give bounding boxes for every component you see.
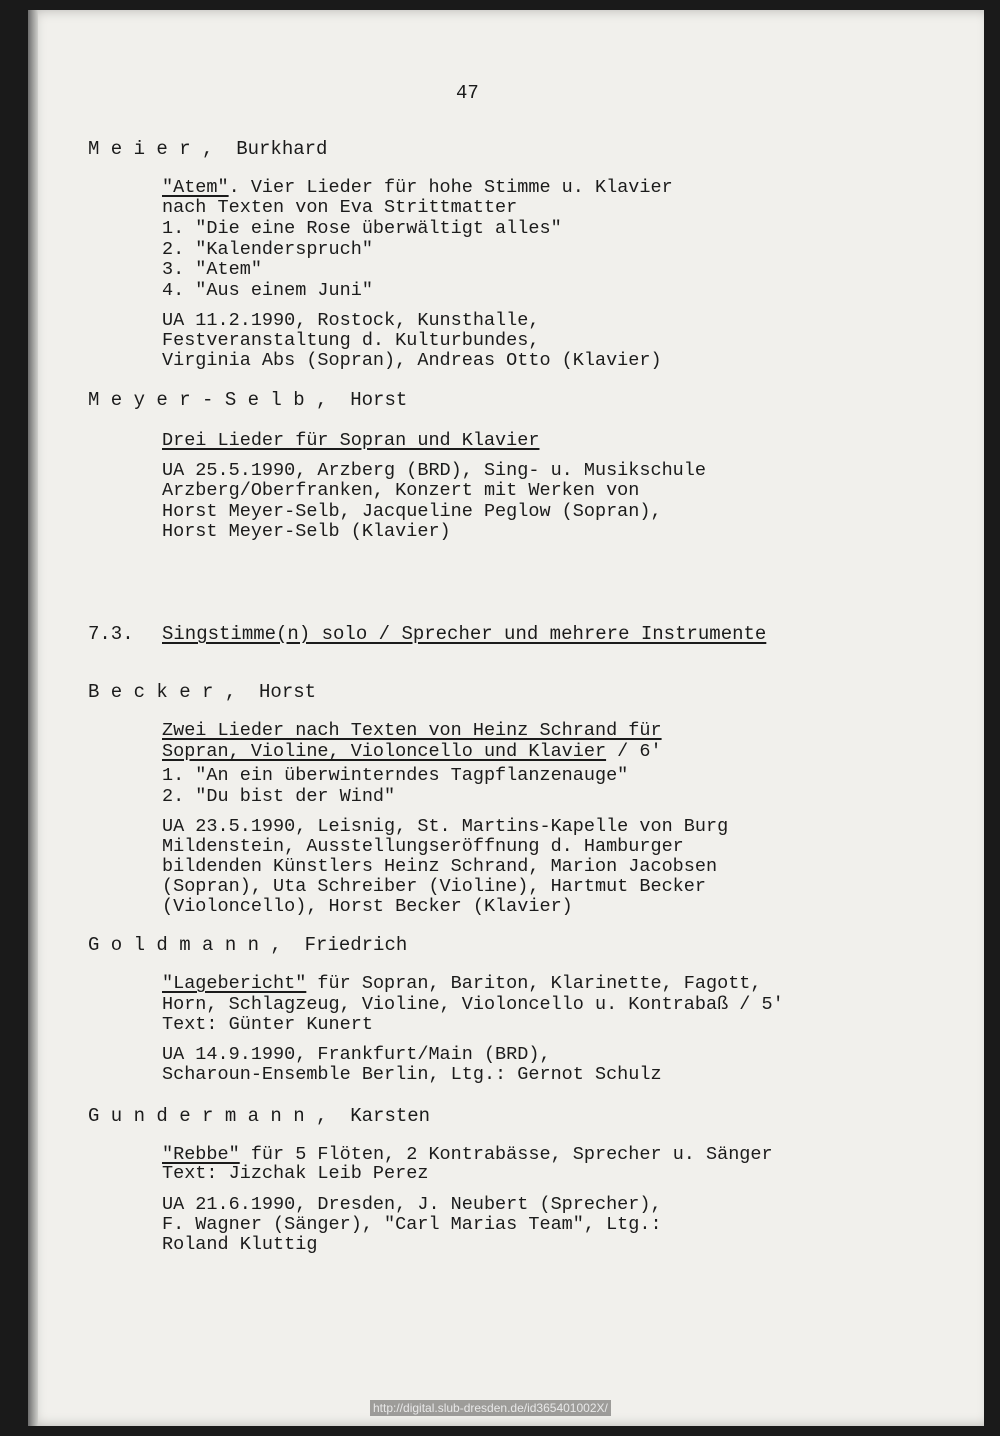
work-line (162, 1215, 662, 1235)
line-text: nach Texten von Eva Strittmatter (162, 197, 518, 218)
work-line (162, 1015, 373, 1035)
line-text: UA 23.5.1990, Leisnig, St. Martins-Kapelle von Burg (162, 816, 729, 837)
work-line (162, 787, 395, 807)
composer-name: G o l d m a n n , Friedrich (88, 934, 408, 956)
line-text: für Sopran, Bariton, Klarinette, Fagott, (306, 973, 762, 994)
page-number: 47 (456, 82, 479, 104)
work-line (162, 817, 728, 837)
work-line (162, 1045, 551, 1065)
work-line (162, 995, 784, 1015)
line-text: für 5 Flöten, 2 Kontrabässe, Sprecher u. Sänger (239, 1144, 773, 1165)
line-text: 2. "Du bist der Wind" (162, 786, 396, 807)
line-text: bildenden Künstlers Heinz Schrand, Marion Jacobsen (162, 856, 718, 877)
line-text: / 6' (606, 741, 662, 762)
line-text: Horst Meyer-Selb, Jacqueline Peglow (Sopran), (162, 501, 662, 522)
work-line (162, 502, 662, 522)
work-title: Zwei Lieder nach Texten von Heinz Schrand für (162, 720, 662, 741)
line-text: Horn, Schlagzeug, Violine, Violoncello u. Kontrabaß / 5' (162, 994, 784, 1015)
work-title: Drei Lieder für Sopran und Klavier (162, 430, 540, 451)
work-line (162, 311, 539, 331)
line-text: Virginia Abs (Sopran), Andreas Otto (Klavier) (162, 350, 662, 371)
line-text: . Vier Lieder für hohe Stimme u. Klavier (228, 177, 673, 198)
work-line (162, 1195, 662, 1215)
work-line (162, 877, 706, 897)
line-text: 4. "Aus einem Juni" (162, 280, 373, 301)
work-line (162, 1164, 428, 1184)
work-line (162, 837, 684, 857)
composer-name: B e c k e r , Horst (88, 681, 317, 703)
work-line (162, 1065, 662, 1085)
page-binding-edge (28, 10, 38, 1426)
work-line (162, 281, 373, 301)
line-text: UA 25.5.1990, Arzberg (BRD), Sing- u. Musikschule (162, 460, 706, 481)
work-title: "Atem" (162, 177, 229, 198)
line-text: UA 21.6.1990, Dresden, J. Neubert (Sprecher), (162, 1194, 662, 1215)
work-line (162, 481, 639, 501)
work-title: "Rebbe" (162, 1144, 240, 1165)
composer-name: M e i e r , Burkhard (88, 138, 328, 160)
work-line (162, 198, 517, 218)
composer-name: M e y e r - S e l b , Horst (88, 389, 408, 411)
line-text: 1. "An ein überwinterndes Tagpflanzenauge" (162, 765, 629, 786)
line-text: Text: Jizchak Leib Perez (162, 1163, 429, 1184)
work-title: "Lagebericht" (162, 973, 307, 994)
work-line (162, 897, 573, 917)
line-text: Roland Kluttig (162, 1234, 318, 1255)
work-line (162, 178, 673, 198)
line-text: 1. "Die eine Rose überwältigt alles" (162, 218, 562, 239)
line-text: Text: Günter Kunert (162, 1014, 373, 1035)
source-url[interactable]: http://digital.slub-dresden.de/id365401002X/ (370, 1400, 611, 1416)
work-line (162, 1145, 773, 1165)
line-text: Arzberg/Oberfranken, Konzert mit Werken von (162, 480, 640, 501)
line-text: (Sopran), Uta Schreiber (Violine), Hartmut Becker (162, 876, 706, 897)
work-line (162, 522, 451, 542)
work-line (162, 461, 706, 481)
work-line (162, 857, 717, 877)
work-line (162, 431, 539, 451)
line-text: 3. "Atem" (162, 259, 262, 280)
section-number: 7.3. (88, 623, 134, 645)
work-line (162, 351, 662, 371)
line-text: UA 14.9.1990, Frankfurt/Main (BRD), (162, 1044, 551, 1065)
line-text: 2. "Kalenderspruch" (162, 239, 373, 260)
line-text: UA 11.2.1990, Rostock, Kunsthalle, (162, 310, 540, 331)
work-line (162, 331, 539, 351)
line-text: (Violoncello), Horst Becker (Klavier) (162, 896, 573, 917)
line-text: Mildenstein, Ausstellungseröffnung d. Hamburger (162, 836, 684, 857)
work-line (162, 974, 762, 994)
section-title: Singstimme(n) solo / Sprecher und mehrere Instrumente (162, 623, 767, 645)
work-title: Sopran, Violine, Violoncello und Klavier (162, 741, 607, 762)
work-line (162, 742, 662, 762)
work-line (162, 721, 662, 741)
work-line (162, 240, 373, 260)
work-line (162, 766, 628, 786)
line-text: Horst Meyer-Selb (Klavier) (162, 521, 451, 542)
composer-name: G u n d e r m a n n , Karsten (88, 1105, 431, 1127)
work-line (162, 260, 262, 280)
work-line (162, 1235, 317, 1255)
document-page (28, 10, 984, 1426)
work-line (162, 219, 562, 239)
line-text: Festveranstaltung d. Kulturbundes, (162, 330, 540, 351)
line-text: F. Wagner (Sänger), "Carl Marias Team", Ltg.: (162, 1214, 662, 1235)
line-text: Scharoun-Ensemble Berlin, Ltg.: Gernot Schulz (162, 1064, 662, 1085)
